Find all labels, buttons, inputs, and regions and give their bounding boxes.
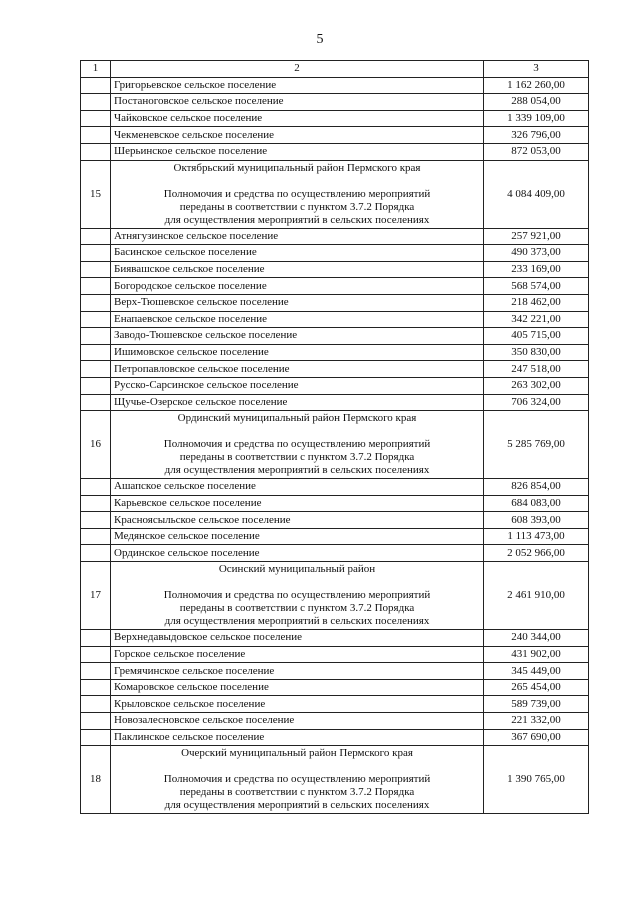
column-header-2: 2 [111, 61, 484, 78]
settlement-amount: 568 574,00 [484, 278, 589, 295]
settlement-name: Чайковское сельское поселение [111, 110, 484, 127]
row-number [81, 663, 111, 680]
settlement-name: Новозалесновское сельское поселение [111, 713, 484, 730]
settlement-amount: 288 054,00 [484, 94, 589, 111]
settlement-amount: 706 324,00 [484, 394, 589, 411]
row-number [81, 646, 111, 663]
column-header-3: 3 [484, 61, 589, 78]
district-description [111, 160, 484, 228]
settlement-name: Басинское сельское поселение [111, 245, 484, 262]
settlement-amount: 2 052 966,00 [484, 545, 589, 562]
settlement-amount: 1 113 473,00 [484, 528, 589, 545]
settlement-name: Верхнедавыдовское сельское поселение [111, 630, 484, 647]
settlement-row [81, 394, 589, 411]
district-description [111, 411, 484, 479]
settlement-row [81, 630, 589, 647]
allocation-table [80, 60, 589, 814]
settlement-name: Щучье-Озерское сельское поселение [111, 394, 484, 411]
row-number: 18 [81, 746, 111, 814]
row-number [81, 245, 111, 262]
row-number [81, 143, 111, 160]
row-number [81, 228, 111, 245]
row-number [81, 679, 111, 696]
settlement-name: Богородское сельское поселение [111, 278, 484, 295]
district-name: Очерский муниципальный район Пермского края [181, 747, 413, 760]
row-number: 16 [81, 411, 111, 479]
settlement-name: Заводо-Тюшевское сельское поселение [111, 328, 484, 345]
settlement-name: Русско-Сарсинское сельское поселение [111, 377, 484, 394]
settlement-amount: 326 796,00 [484, 127, 589, 144]
column-header-1: 1 [81, 61, 111, 78]
settlement-amount: 490 373,00 [484, 245, 589, 262]
settlement-name: Гремячинское сельское поселение [111, 663, 484, 680]
settlement-row [81, 328, 589, 345]
settlement-row [81, 713, 589, 730]
district-row [81, 160, 589, 228]
settlement-amount: 342 221,00 [484, 311, 589, 328]
settlement-name: Григорьевское сельское поселение [111, 77, 484, 94]
row-number [81, 545, 111, 562]
settlement-name: Петропавловское сельское поселение [111, 361, 484, 378]
settlement-row [81, 679, 589, 696]
district-note-line: Полномочия и средства по осуществлению мероприятий [163, 773, 431, 786]
settlement-amount: 233 169,00 [484, 261, 589, 278]
row-number [81, 479, 111, 496]
settlement-amount: 367 690,00 [484, 729, 589, 746]
row-number [81, 528, 111, 545]
settlement-amount: 684 083,00 [484, 495, 589, 512]
row-number [81, 495, 111, 512]
district-name: Октябрьский муниципальный район Пермского края [173, 161, 421, 174]
settlement-row [81, 495, 589, 512]
row-number [81, 361, 111, 378]
settlement-amount: 257 921,00 [484, 228, 589, 245]
settlement-row [81, 228, 589, 245]
settlement-amount: 431 902,00 [484, 646, 589, 663]
settlement-amount: 608 393,00 [484, 512, 589, 529]
settlement-row [81, 110, 589, 127]
row-number [81, 311, 111, 328]
district-name: Ординский муниципальный район Пермского края [177, 412, 417, 425]
settlement-name: Горское сельское поселение [111, 646, 484, 663]
settlement-amount: 826 854,00 [484, 479, 589, 496]
settlement-name: Верх-Тюшевское сельское поселение [111, 294, 484, 311]
settlement-name: Медянское сельское поселение [111, 528, 484, 545]
settlement-row [81, 479, 589, 496]
row-number [81, 344, 111, 361]
settlement-row [81, 646, 589, 663]
settlement-amount: 247 518,00 [484, 361, 589, 378]
row-number [81, 94, 111, 111]
district-row [81, 562, 589, 630]
settlement-amount: 872 053,00 [484, 143, 589, 160]
settlement-row [81, 512, 589, 529]
row-number: 15 [81, 160, 111, 228]
row-number [81, 278, 111, 295]
settlement-row [81, 311, 589, 328]
row-number [81, 127, 111, 144]
settlement-name: Паклинское сельское поселение [111, 729, 484, 746]
settlement-row [81, 663, 589, 680]
settlement-name: Ашапское сельское поселение [111, 479, 484, 496]
row-number [81, 77, 111, 94]
settlement-amount: 350 830,00 [484, 344, 589, 361]
settlement-row [81, 143, 589, 160]
row-number: 17 [81, 562, 111, 630]
settlement-name: Карьевское сельское поселение [111, 495, 484, 512]
settlement-name: Красноясыльское сельское поселение [111, 512, 484, 529]
settlement-row [81, 545, 589, 562]
settlement-amount: 240 344,00 [484, 630, 589, 647]
settlement-name: Атнягузинское сельское поселение [111, 228, 484, 245]
district-amount: 5 285 769,00 [484, 411, 589, 479]
district-description [111, 746, 484, 814]
district-amount: 2 461 910,00 [484, 562, 589, 630]
settlement-amount: 218 462,00 [484, 294, 589, 311]
district-amount: 4 084 409,00 [484, 160, 589, 228]
district-note-line: Полномочия и средства по осуществлению мероприятий [163, 589, 431, 602]
table-body [81, 61, 589, 814]
district-note-line: переданы в соответствии с пунктом 3.7.2 Порядка [179, 451, 415, 464]
district-note-line: для осуществления мероприятий в сельских поселениях [164, 799, 430, 812]
row-number [81, 294, 111, 311]
settlement-row [81, 729, 589, 746]
settlement-row [81, 528, 589, 545]
district-note-line: переданы в соответствии с пунктом 3.7.2 Порядка [179, 200, 415, 213]
row-number [81, 713, 111, 730]
settlement-row [81, 127, 589, 144]
settlement-amount: 345 449,00 [484, 663, 589, 680]
settlement-row [81, 361, 589, 378]
settlement-name: Крыловское сельское поселение [111, 696, 484, 713]
district-description [111, 562, 484, 630]
settlement-amount: 405 715,00 [484, 328, 589, 345]
district-name: Осинский муниципальный район [218, 563, 376, 576]
settlement-row [81, 94, 589, 111]
row-number [81, 394, 111, 411]
settlement-row [81, 278, 589, 295]
district-note-line: Полномочия и средства по осуществлению мероприятий [163, 187, 431, 200]
row-number [81, 696, 111, 713]
settlement-name: Енапаевское сельское поселение [111, 311, 484, 328]
settlement-row [81, 245, 589, 262]
page-number: 5 [316, 32, 324, 47]
district-amount: 1 390 765,00 [484, 746, 589, 814]
district-note-line: для осуществления мероприятий в сельских поселениях [164, 615, 430, 628]
district-note-line: Полномочия и средства по осуществлению мероприятий [163, 438, 431, 451]
settlement-row [81, 77, 589, 94]
settlement-row [81, 377, 589, 394]
settlement-amount: 589 739,00 [484, 696, 589, 713]
row-number [81, 110, 111, 127]
district-note-line: переданы в соответствии с пунктом 3.7.2 Порядка [179, 602, 415, 615]
settlement-row [81, 696, 589, 713]
row-number [81, 328, 111, 345]
settlement-name: Постаноговское сельское поселение [111, 94, 484, 111]
settlement-name: Биявашское сельское поселение [111, 261, 484, 278]
district-note-line: для осуществления мероприятий в сельских поселениях [164, 464, 430, 477]
row-number [81, 512, 111, 529]
settlement-amount: 265 454,00 [484, 679, 589, 696]
settlement-name: Комаровское сельское поселение [111, 679, 484, 696]
district-note-line: для осуществления мероприятий в сельских поселениях [164, 213, 430, 226]
settlement-amount: 1 339 109,00 [484, 110, 589, 127]
row-number [81, 261, 111, 278]
table-header-row [81, 61, 589, 78]
settlement-amount: 263 302,00 [484, 377, 589, 394]
district-row [81, 411, 589, 479]
settlement-name: Чекменевское сельское поселение [111, 127, 484, 144]
settlement-amount: 221 332,00 [484, 713, 589, 730]
row-number [81, 729, 111, 746]
settlement-name: Ординское сельское поселение [111, 545, 484, 562]
district-row [81, 746, 589, 814]
settlement-row [81, 294, 589, 311]
settlement-name: Ишимовское сельское поселение [111, 344, 484, 361]
settlement-amount: 1 162 260,00 [484, 77, 589, 94]
settlement-row [81, 261, 589, 278]
row-number [81, 377, 111, 394]
row-number [81, 630, 111, 647]
settlement-name: Шерьинское сельское поселение [111, 143, 484, 160]
district-note-line: переданы в соответствии с пунктом 3.7.2 Порядка [179, 786, 415, 799]
settlement-row [81, 344, 589, 361]
